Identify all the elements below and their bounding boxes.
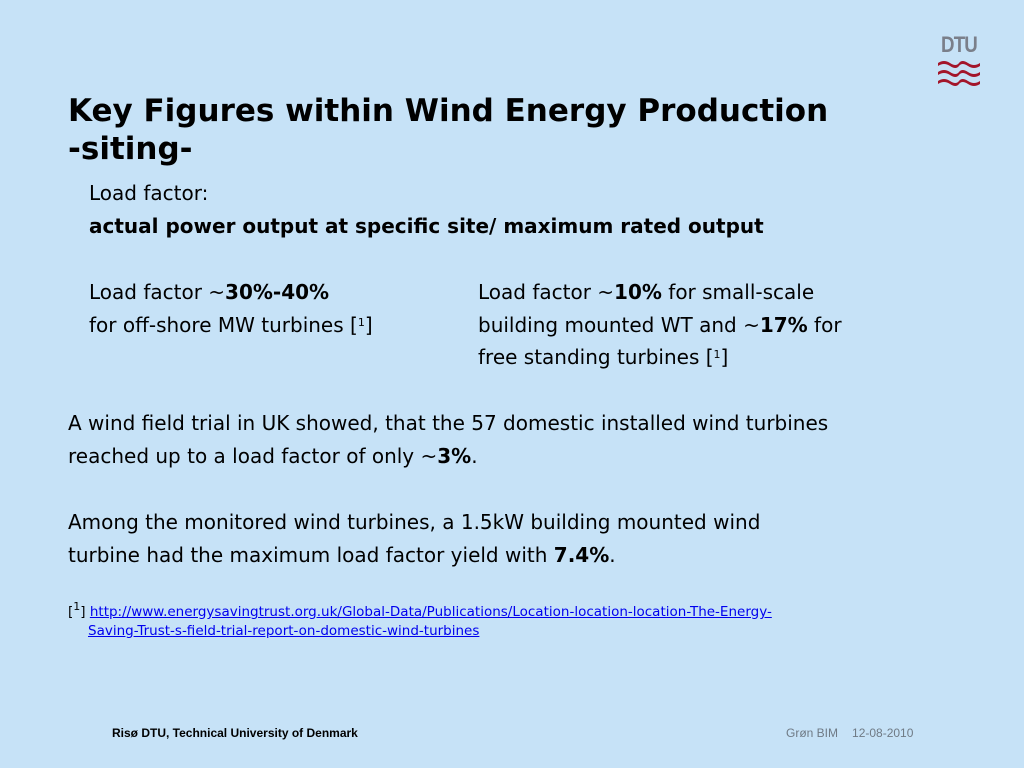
reference-link-line-2[interactable]: Saving-Trust-s-field-trial-report-on-domestic-wind-turbines [88, 623, 480, 639]
footer-meta [786, 726, 913, 740]
trial-line-2 [68, 440, 478, 473]
dtu-logo-text: DTU [941, 32, 977, 57]
reference-close: ] [80, 604, 90, 620]
offshore-load-factor [89, 276, 329, 309]
offshore-turbines-text [89, 309, 373, 342]
footer-author: Grøn BIM [786, 726, 839, 740]
trial-value: 3% [437, 444, 472, 468]
free-standing-ref-num: 1 [713, 348, 721, 361]
offshore-prefix: Load factor ~ [89, 280, 226, 304]
offshore-ref-num: 1 [357, 316, 365, 329]
definition-formula: actual power output at specific site/ maximum rated output [89, 214, 764, 238]
small-scale-prefix: Load factor ~ [478, 280, 615, 304]
monitored-value: 7.4% [553, 543, 610, 567]
footer-institution: Risø DTU, Technical University of Denmark [112, 726, 358, 740]
free-standing-text [478, 341, 728, 374]
dtu-wave-icon [936, 60, 982, 94]
monitored-line-2 [68, 539, 616, 572]
definition-label: Load factor: [89, 181, 209, 205]
monitored-line-1: Among the monitored wind turbines, a 1.5kW building mounted wind [68, 510, 761, 534]
page-title [68, 92, 928, 168]
building-mounted-text [478, 309, 842, 342]
monitored-prefix: turbine had the maximum load factor yield with [68, 543, 554, 567]
title-line-1: Key Figures within Wind Energy Production [68, 93, 829, 129]
trial-line-1: A wind field trial in UK showed, that the 57 domestic installed wind turbines [68, 411, 829, 435]
reference-footnote [68, 600, 948, 641]
offshore-text: for off-shore MW turbines [ [89, 313, 358, 337]
dtu-logo [936, 34, 982, 96]
offshore-value: 30%-40% [225, 280, 330, 304]
reference-num: 1 [73, 600, 81, 613]
free-standing-label: free standing turbines [ [478, 345, 714, 369]
reference-open: [ [68, 604, 74, 620]
building-mounted-suffix: for [807, 313, 842, 337]
monitored-end: . [609, 543, 616, 567]
small-scale-value: 10% [614, 280, 662, 304]
small-scale-load-factor [478, 276, 814, 309]
offshore-ref-close: ] [364, 313, 373, 337]
building-mounted-prefix: building mounted WT and ~ [478, 313, 760, 337]
footer-date: 12-08-2010 [852, 726, 914, 740]
trial-end: . [471, 444, 478, 468]
reference-link-line-1[interactable]: http://www.energysavingtrust.org.uk/Global-Data/Publications/Location-location-location-The-Energy- [89, 604, 772, 620]
trial-prefix: reached up to a load factor of only ~ [68, 444, 438, 468]
small-scale-suffix: for small-scale [661, 280, 815, 304]
free-standing-value: 17% [759, 313, 808, 337]
title-line-2: -siting- [68, 131, 193, 167]
free-standing-ref-close: ] [720, 345, 729, 369]
